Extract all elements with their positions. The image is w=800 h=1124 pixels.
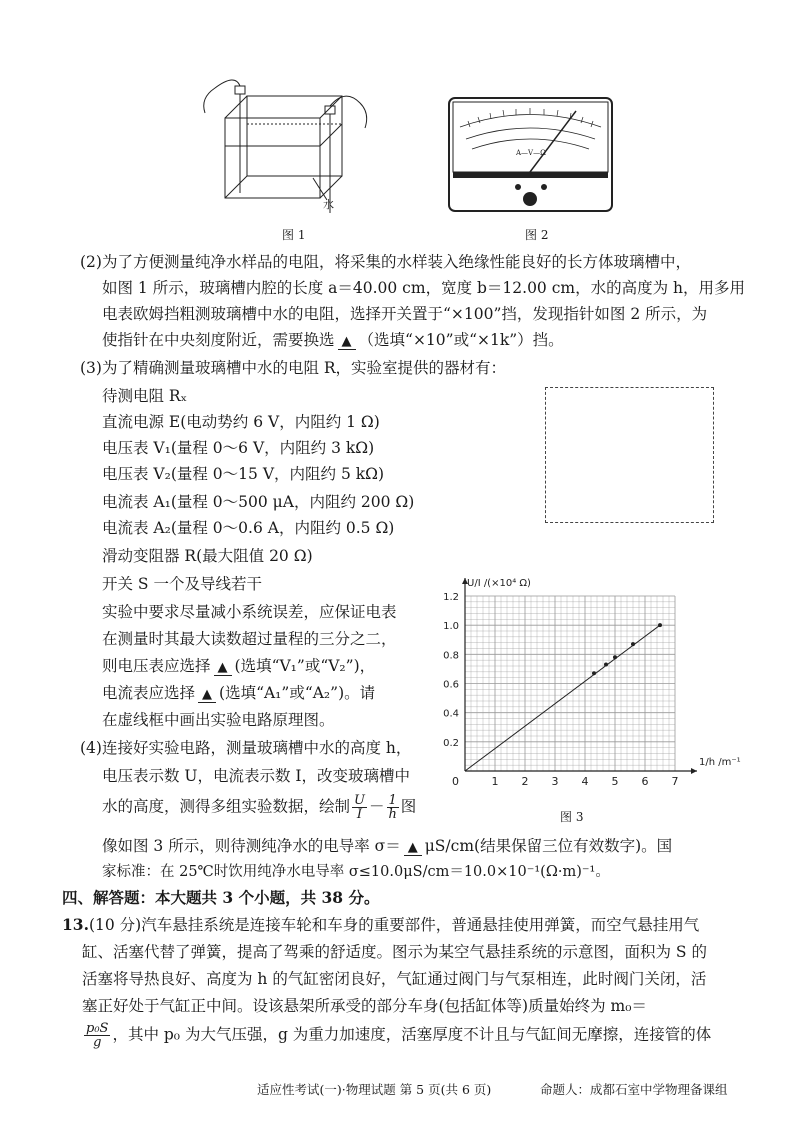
y-tick-label: 0.8 [443,650,459,662]
y-tick-label: 1.2 [443,592,459,603]
data-point [631,642,635,646]
q2-line-4-post: （选填“×10”或“×1k”）挡。 [358,331,564,349]
q4-line-4-post: μS/cm(结果保留三位有效数字)。国 [424,837,673,855]
equipment-item: 直流电源 E(电动势约 6 V，内阻约 1 Ω) [102,413,380,431]
data-point [604,663,608,667]
q13-line-2: 缸、活塞代替了弹簧，提高了驾乘的舒适度。图示为某空气悬挂系统的示意图，面积为 S 的 [82,943,707,961]
q3-req-1: 实验中要求尽量减小系统误差，应保证电表 [102,603,397,621]
q3-req-4-pre: 电流表应选择 [102,684,196,702]
q4-line-3: 水的高度，测得多组实验数据，绘制 $\frac{U}{I}$ － $\frac{1}{h}$ 图 [102,793,417,822]
q3-req-2: 在测量时其最大读数超过量程的三分之二， [102,630,397,648]
figure-3-caption: 图 3 [560,810,584,824]
q13-number: 13. [62,915,89,934]
footer-right: 命题人：成都石室中学物理备课组 [540,1082,728,1097]
q4-line-3-pre: 水的高度，测得多组实验数据，绘制 [102,797,351,816]
fraction-u-over-i: $\frac{U}{I}$ [354,793,365,822]
answer-blank: ▲ [338,334,356,350]
equipment-item: 电流表 A₂(量程 0～0.6 A，内阻约 0.5 Ω) [102,519,395,537]
equipment-item: 待测电阻 Rₓ [102,387,188,405]
q3-req-3 [102,654,375,676]
answer-blank: ▲ [404,840,422,856]
q13-line-3: 活塞将导热良好、高度为 h 的气缸密闭良好，气缸通过阀门与气泵相连，此时阀门关闭，活 [82,970,707,988]
q13-line-4: 塞正好处于气缸正中间。设该悬架所承受的部分车身(包括缸体等)质量始终为 m₀＝ [82,997,647,1015]
q4-line-5: 家标准：在 25℃时饮用纯净水电导率 σ≤10.0μS/cm＝10.0×10⁻¹(Ω·m)⁻¹。 [102,864,610,880]
x-tick-label: 5 [611,775,619,788]
q2-line-3: 电表欧姆挡粗测玻璃槽中水的电阻，选择开关置于“×100”挡，发现指针如图 2 所示，为 [102,305,708,323]
data-point [592,671,596,675]
q4-line-3-post: 图 [400,797,417,816]
y-axis-label: U/I /(×10⁴ Ω) [467,578,531,589]
q3-req-4 [102,681,375,703]
equipment-item: 电压表 V₁(量程 0～6 V，内阻约 3 kΩ) [102,439,375,457]
q3-req-3-pre: 则电压表应选择 [102,657,211,675]
ui-plot-chart [425,568,741,803]
q4-line-1: (4)连接好实验电路，测量玻璃槽中水的高度 h， [80,739,412,757]
fraction-1-over-h: $\frac{1}{h}$ [388,793,397,822]
water-label: 水 [323,198,334,211]
section-heading: 四、解答题：本大题共 3 个小题，共 38 分。 [62,888,380,907]
circuit-diagram-box[interactable] [545,387,714,523]
q13-line-1 [62,913,699,935]
q2-line-2: 如图 1 所示，玻璃槽内腔的长度 a＝40.00 cm，宽度 b＝12.00 cm，水的高度为 h，用多用 [102,279,746,297]
x-tick-label: 3 [551,775,559,788]
q13-line-5-text: ，其中 p₀ 为大气压强，g 为重力加速度，活塞厚度不计且与气缸间无摩擦，连接管的体 [112,1025,712,1044]
figure-2-caption: 图 2 [525,228,549,242]
data-point [613,655,617,659]
equipment-item: 电压表 V₂(量程 0～15 V，内阻约 5 kΩ) [102,465,385,483]
q2-line-1: (2)为了方便测量纯净水样品的电阻，将采集的水样装入绝缘性能良好的长方体玻璃槽中， [80,253,691,271]
footer-left: 适应性考试(一)·物理试题 第 5 页(共 6 页) [257,1082,492,1097]
x-axis-arrow [691,768,697,774]
y-tick-label: 0.2 [443,737,459,749]
origin-label: 0 [452,775,459,788]
figure-3 [425,568,741,803]
data-point [658,623,662,627]
meter-label: A—V—Ω [516,149,546,157]
equipment-item: 滑动变阻器 R(最大阻值 20 Ω) [102,547,313,565]
q2-line-4-pre: 使指针在中央刻度附近，需要换选 [102,331,335,349]
glass-tank-diagram [195,68,375,228]
q4-line-2: 电压表示数 U，电流表示数 I，改变玻璃槽中 [102,767,411,785]
q13-line-5 [82,1022,711,1049]
answer-blank: ▲ [214,660,232,676]
equipment-item: 电流表 A₁(量程 0～500 μA，内阻约 200 Ω) [102,493,415,511]
q3-req-5: 在虚线框中画出实验电路原理图。 [102,711,335,729]
q3-intro: (3)为了精确测量玻璃槽中水的电阻 R，实验室提供的器材有： [80,359,507,377]
figure-1 [195,68,375,228]
q3-req-3-post: (选填“V₁”或“V₂”)， [234,657,376,675]
q4-line-4 [102,834,672,856]
answer-blank: ▲ [198,687,216,703]
x-tick-label: 6 [641,775,649,788]
y-tick-label: 1.0 [443,621,459,633]
x-axis-label: 1/h /m⁻¹ [699,757,741,768]
y-tick-label: 0.4 [443,708,459,720]
figure-2 [448,97,613,212]
equipment-item: 开关 S 一个及导线若干 [102,575,262,593]
q4-line-4-pre: 像如图 3 所示，则待测纯净水的电导率 σ＝ [102,837,401,855]
x-tick-label: 2 [521,775,529,788]
q3-req-4-post: (选填“A₁”或“A₂”)。请 [219,684,376,702]
x-tick-label: 7 [671,775,679,788]
fit-line [465,625,660,771]
x-tick-label: 1 [491,775,499,788]
figure-1-caption: 图 1 [282,228,306,242]
q13-line-1-text: (10 分)汽车悬挂系统是连接车轮和车身的重要部件，普通悬挂使用弹簧，而空气悬挂用气 [88,916,700,934]
fraction-p0s-over-g: $\frac{\text{p₀S}}{g}$ [86,1021,109,1050]
q2-line-4 [102,328,564,350]
x-tick-label: 4 [581,775,589,788]
y-tick-label: 0.6 [443,679,459,691]
